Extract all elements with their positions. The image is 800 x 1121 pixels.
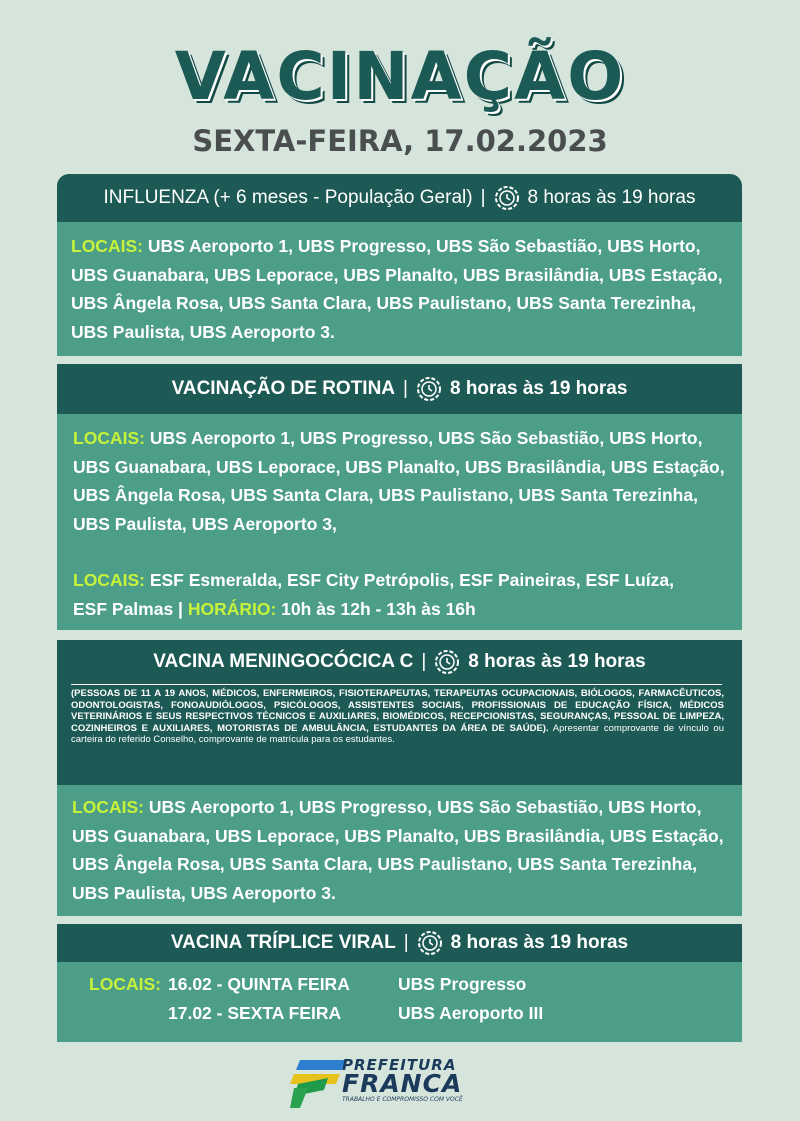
clock-icon	[417, 930, 443, 956]
triplice-body	[57, 962, 742, 1042]
schedule-date: 17.02 - SEXTA FEIRA	[168, 1002, 342, 1023]
triplice-hours: 8 horas às 19 horas	[450, 932, 629, 953]
page-date: SEXTA-FEIRA, 17.02.2023	[192, 124, 608, 158]
rotina-header	[57, 364, 742, 414]
meningo-line: UBS Ângela Rosa, UBS Santa Clara, UBS Paulistano, UBS Santa Terezinha,	[72, 854, 697, 874]
triplice-header	[57, 924, 742, 962]
locais-label: LOCAIS:	[73, 570, 145, 590]
separator: |	[421, 651, 427, 672]
meningo-body: LOCAIS: UBS Aeroporto 1, UBS Progresso, UBS São Sebastião, UBS Horto, UBS Guanabara, UBS Leporace, UBS Planalto, UBS Brasilândia, UBS Estação, UBS Ângela Rosa, UBS Santa Clara, UBS Paulistano, UBS Santa Terezinha, UBS Paulista, UBS Aeroporto 3.	[57, 785, 742, 916]
rotina-body: LOCAIS: UBS Aeroporto 1, UBS Progresso, UBS São Sebastião, UBS Horto, UBS Guanabara, UBS Leporace, UBS Planalto, UBS Brasilândia, UBS Estação, UBS Ângela Rosa, UBS Santa Clara, UBS Paulistano, UBS Santa Terezinha, UBS Paulista, UBS Aeroporto 3, LOCAIS: ESF Esmeralda, ESF City Petrópolis, ESF Paineiras, ESF Luíza, ESF Palmas | HORÁRIO: 10h às 12h - 13h às 16h	[57, 414, 742, 630]
influenza-body	[57, 222, 742, 356]
locais-label: LOCAIS:	[73, 428, 145, 448]
triplice-schedule	[89, 970, 543, 1027]
logo-tagline: TRABALHO E COMPROMISSO COM VOCÊ	[342, 1096, 463, 1103]
meningo-line: UBS Paulista, UBS Aeroporto 3.	[72, 882, 336, 903]
schedule-place: UBS Progresso	[398, 974, 527, 994]
franca-flag-logo	[290, 1054, 348, 1110]
page-title: VACINAÇÃO	[174, 38, 626, 115]
influenza-hours: 8 horas às 19 horas	[527, 187, 696, 208]
rotina-card	[57, 364, 742, 630]
schedule-place: UBS Aeroporto III	[398, 1002, 544, 1023]
table-row	[89, 970, 543, 999]
prefeitura-franca-logo	[290, 1052, 490, 1112]
separator: |	[480, 187, 486, 208]
triplice-title: VACINA TRÍPLICE VIRAL	[170, 932, 396, 953]
influenza-line: UBS Guanabara, UBS Leporace, UBS Planalto, UBS Brasilândia, UBS Estação,	[71, 264, 723, 285]
locais-label: LOCAIS:	[72, 797, 144, 817]
meningo-line: UBS Guanabara, UBS Leporace, UBS Planalto, UBS Brasilândia, UBS Estação,	[72, 825, 724, 846]
rotina-line: UBS Ângela Rosa, UBS Santa Clara, UBS Paulistano, UBS Santa Terezinha,	[73, 485, 698, 505]
schedule-date: 16.02 - QUINTA FEIRA	[168, 974, 350, 994]
influenza-title: INFLUENZA (+ 6 meses - População Geral)	[103, 187, 473, 208]
influenza-line: LOCAIS: UBS Aeroporto 1, UBS Progresso, UBS São Sebastião, UBS Horto,	[71, 236, 701, 256]
separator: |	[403, 378, 408, 399]
clock-icon	[494, 185, 520, 211]
meningo-title: VACINA MENINGOCÓCICA C	[153, 651, 414, 672]
triplice-card	[57, 924, 742, 1042]
clock-icon	[434, 649, 460, 675]
influenza-line: UBS Ângela Rosa, UBS Santa Clara, UBS Paulistano, UBS Santa Terezinha,	[71, 293, 696, 313]
rotina-line: UBS Guanabara, UBS Leporace, UBS Planalto, UBS Brasilândia, UBS Estação,	[73, 456, 725, 477]
meningo-header	[57, 640, 742, 684]
rotina-line: UBS Paulista, UBS Aeroporto 3,	[73, 513, 337, 534]
table-row	[89, 999, 543, 1028]
influenza-line: UBS Paulista, UBS Aeroporto 3.	[71, 321, 335, 342]
influenza-header	[57, 174, 742, 222]
rotina-hours: 8 horas às 19 horas	[449, 378, 628, 399]
horario-label: HORÁRIO:	[187, 598, 277, 619]
locais-label: LOCAIS:	[71, 236, 143, 256]
locais-label: LOCAIS:	[89, 974, 161, 994]
logo-line2: FRANCA	[342, 1069, 463, 1098]
separator: |	[403, 932, 409, 953]
rotina-title: VACINAÇÃO DE ROTINA	[171, 378, 396, 399]
horario-value: 10h às 12h - 13h às 16h	[281, 598, 476, 619]
logo-line1: PREFEITURA	[342, 1056, 457, 1074]
clock-icon	[416, 376, 442, 402]
meningo-hours: 8 horas às 19 horas	[468, 651, 646, 672]
meningo-card	[57, 640, 742, 916]
meningo-eligibility: (PESSOAS DE 11 A 19 ANOS, MÉDICOS, ENFERMEIROS, FISIOTERAPEUTAS, TERAPEUTAS OCUPACIONAIS, BIÓLOGOS, FARMACÊUTICOS, ODONTOLOGISTAS, FONOAUDIÓLOGOS, PSICÓLOGOS, ASSISTENTES SOCIAIS, PROFISSIONAIS DE EDUCAÇÃO FÍSICA, MÉDICOS VETERINÁRIOS E SEUS RESPECTIVOS TÉCNICOS E AUXILIARES, BIOMÉDICOS, RECEPCIONISTAS, SEGURANÇAS, PESSOAL DE LIMPEZA, COZINHEIROS E AUXILIARES, MOTORISTAS DE AMBULÂNCIA, ESTUDANTES DA ÁREA DE SAÚDE). Apresentar comprovante de vínculo ou carteira do referido Conselho, comprovante de matrícula para os estudantes.	[57, 685, 742, 785]
influenza-card	[57, 174, 742, 356]
